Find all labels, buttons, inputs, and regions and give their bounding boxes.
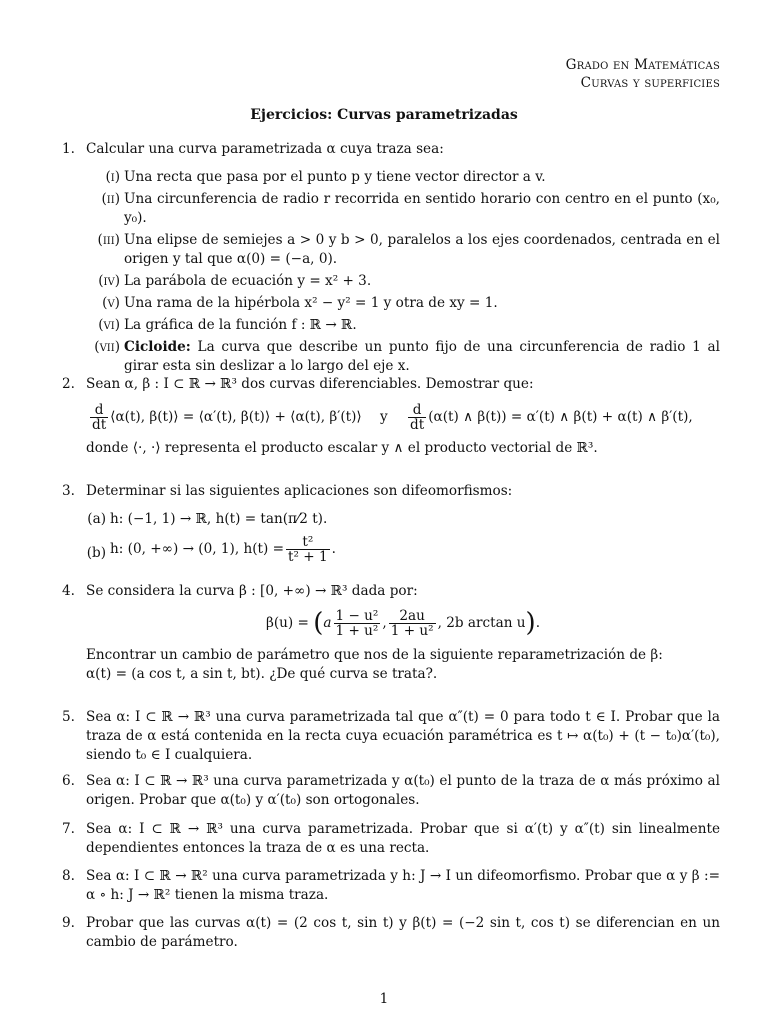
item-label: (a): [87, 511, 106, 527]
exercise-text: Sea α: I ⊂ ℝ → ℝ³ una curva parametrizada tal que α″(t) = 0 para todo t ∈ I. Probar que la traza de α está contenida en la recta cuya ecuación paramétrica es t ↦ α(t₀) + (t − t₀)α′(t₀), siendo t₀ ∈ I cualquiera.: [86, 709, 720, 763]
item-label: (b): [86, 545, 106, 561]
exercise-number: 5.: [62, 709, 75, 725]
exercise-intro: Sean α, β : I ⊂ ℝ → ℝ³ dos curvas diferenciables. Demostrar que:: [86, 376, 534, 392]
item-label: (i): [105, 169, 120, 185]
exercise-1: [62, 140, 720, 376]
list-item: [102, 294, 720, 313]
item-term: Cicloide:: [124, 339, 191, 355]
item-text: h: (0, +∞) → (0, 1), h(t) =: [110, 541, 285, 557]
exercise-outro: α(t) = (a cos t, a sin t, bt). ¿De qué curva se trata?.: [86, 666, 438, 682]
item-label: (vii): [94, 339, 120, 355]
exercise-5: [62, 708, 720, 765]
frac-num: d: [94, 402, 104, 418]
page-title: Ejercicios: Curvas parametrizadas: [250, 107, 518, 123]
exercise-number: 7.: [62, 821, 75, 837]
list-item: [87, 510, 720, 529]
exercise-text: Sea α: I ⊂ ℝ → ℝ³ una curva parametrizada. Probar que si α′(t) y α″(t) sin linealmente dependientes entonces la traza de α es una recta.: [86, 821, 720, 856]
item-end: .: [331, 541, 336, 557]
frac-den: 1 + u²: [390, 623, 434, 639]
list-item: [105, 168, 720, 187]
list-item: [98, 272, 720, 291]
list-item: [98, 316, 720, 335]
item-text: La gráfica de la función f : ℝ → ℝ.: [124, 317, 357, 333]
exercise-8: [62, 867, 720, 905]
exercise-number: 9.: [62, 915, 75, 931]
item-label: (ii): [101, 191, 120, 207]
exercise-outro: donde ⟨·, ·⟩ representa el producto escalar y ∧ el producto vectorial de ℝ³.: [86, 440, 598, 456]
frac-num: t²: [302, 534, 314, 550]
formula-end: .: [535, 615, 541, 631]
frac-den: t² + 1: [288, 549, 328, 565]
frac-den: dt: [410, 417, 425, 433]
item-text: Una rama de la hipérbola x² − y² = 1 y otra de xy = 1.: [124, 295, 498, 311]
item-text: La curva que describe un punto fijo de una circunferencia de radio 1 al girar esta sin deslizar a lo largo del eje x.: [124, 339, 720, 374]
exercise-text: Sea α: I ⊂ ℝ → ℝ³ una curva parametrizada y α(t₀) el punto de la traza de α más próximo al origen. Probar que α(t₀) y α′(t₀) son ortogonales.: [86, 773, 720, 808]
frac-num: d: [412, 402, 422, 418]
list-item: [86, 534, 720, 565]
display-formula: [88, 403, 720, 432]
display-formula: β(u) = (a $\frac{\text{1 − u²}}{\text{1 + u²}}$ , $\frac{2au}{\text{1 + u²}}$ , 2b arctan u).: [265, 608, 541, 639]
list-item: [97, 231, 720, 269]
exercise-number: 8.: [62, 868, 75, 884]
formula-lhs: β(u) =: [265, 615, 309, 631]
exercise-intro: Se considera la curva β : [0, +∞) → ℝ³ dada por:: [86, 583, 418, 599]
course-header: [566, 56, 720, 92]
page-number: 1: [379, 991, 389, 1007]
item-label: (iii): [97, 232, 120, 248]
list-item: [94, 338, 720, 376]
item-label: (iv): [98, 273, 120, 289]
item-label: (vi): [98, 317, 120, 333]
exercise-text: Probar que las curvas α(t) = (2 cos t, sin t) y β(t) = (−2 sin t, cos t) se diferencian en un cambio de parámetro.: [86, 915, 720, 950]
course-name: Curvas y superficies: [580, 75, 720, 91]
formula-right: (α(t) ∧ β(t)) = α′(t) ∧ β(t) + α(t) ∧ β′(t),: [428, 409, 693, 425]
exercise-2: [62, 375, 720, 458]
frac-den: 1 + u²: [335, 623, 379, 639]
item-text: Una elipse de semiejes a > 0 y b > 0, paralelos a los ejes coordenados, centrada en el origen y tal que α(0) = (−a, 0).: [124, 232, 720, 267]
degree-name: Grado en Matemáticas: [565, 57, 720, 73]
item-text: Una recta que pasa por el punto p y tiene vector director a v.: [124, 169, 546, 185]
exercise-intro: Determinar si las siguientes aplicaciones son difeomorfismos:: [86, 483, 513, 499]
exercise-3: [62, 482, 720, 565]
formula-tail: , 2b arctan u: [437, 615, 526, 631]
formula-coef: a: [323, 615, 332, 631]
item-text: h: (−1, 1) → ℝ, h(t) = tan(π⁄2 t).: [110, 511, 328, 527]
exercise-number: 4.: [62, 583, 75, 599]
exercise-outro: Encontrar un cambio de parámetro que nos de la siguiente reparametrización de β:: [86, 647, 663, 663]
item-label: (v): [102, 295, 120, 311]
frac-num: 1 − u²: [335, 608, 379, 624]
exercise-text: Sea α: I ⊂ ℝ → ℝ² una curva parametrizada y h: J → I un difeomorfismo. Probar que α y β := α ∘ h: J → ℝ² tienen la misma traza.: [86, 868, 720, 903]
exercise-intro: Calcular una curva parametrizada α cuya traza sea:: [86, 141, 444, 157]
exercise-6: [62, 772, 720, 810]
exercise-7: [62, 820, 720, 858]
frac-num: 2au: [399, 608, 425, 624]
exercise-number: 2.: [62, 376, 75, 392]
item-text: Una circunferencia de radio r recorrida en sentido horario con centro en el punto (x₀, y₀).: [124, 191, 720, 226]
frac-den: dt: [92, 417, 107, 433]
conjunction: y: [380, 409, 388, 425]
list-item: [101, 190, 720, 228]
exercise-9: [62, 914, 720, 952]
exercise-number: 6.: [62, 773, 75, 789]
exercise-4: [62, 582, 720, 684]
exercise-number: 3.: [62, 483, 75, 499]
item-text: La parábola de ecuación y = x² + 3.: [124, 273, 372, 289]
exercise-number: 1.: [62, 141, 75, 157]
formula-left: ⟨α(t), β(t)⟩ = ⟨α′(t), β(t)⟩ + ⟨α(t), β′(t)⟩: [110, 409, 362, 425]
